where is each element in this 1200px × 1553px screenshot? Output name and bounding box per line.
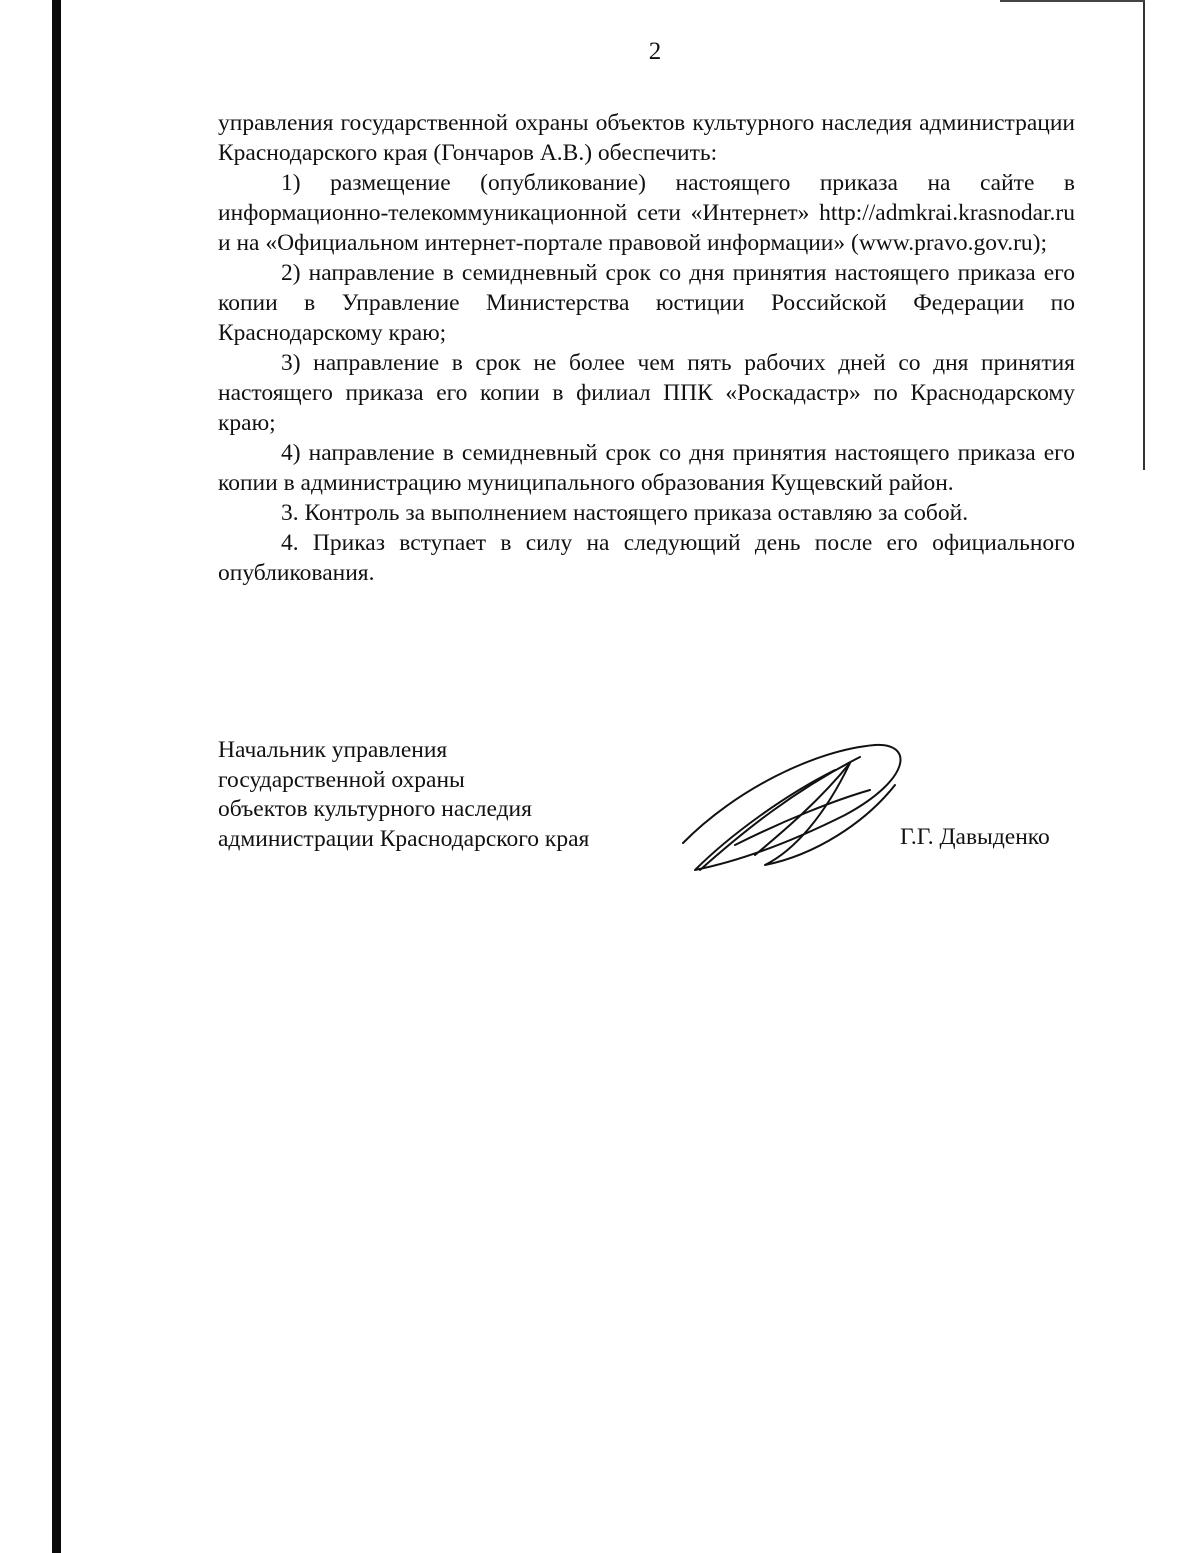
signer-position-line: администрации Краснодарского края <box>218 825 590 852</box>
paragraph-clause-3: 3. Контроль за выполнением настоящего приказа оставляю за собой. <box>281 500 969 526</box>
signer-name: Г.Г. Давыденко <box>900 824 1050 850</box>
paragraph-clause-4: 4. Приказ вступает в силу на следующий день после его официального опубликования. <box>218 530 1075 586</box>
document-body <box>218 108 1075 588</box>
signer-position-line: объектов культурного наследия <box>218 796 532 822</box>
paragraph-item-4: 4) направление в семидневный срок со дня принятия настоящего приказа его копии в администрацию муниципального образования Кущевский район. <box>218 440 1075 496</box>
paragraph-item-2: 2) направление в семидневный срок со дня принятия настоящего приказа его копии в Управление Министерства юстиции Российской Федерации по Краснодарскому краю; <box>218 260 1075 346</box>
page-number: 2 <box>648 38 662 65</box>
paragraph-item-1: 1) размещение (опубликование) настоящего приказа на сайте в информационно-телекоммуникационной сети «Интернет» http://admkrai.krasnodar.ru и на «Официальном интернет-портале правовой информации» (www.pravo.gov.ru); <box>218 170 1075 256</box>
paragraph-continuation: управления государственной охраны объектов культурного наследия администрации Краснодарского края (Гончаров А.В.) обеспечить: <box>218 110 1075 166</box>
scan-edge-top <box>1000 0 1145 2</box>
scan-edge-left <box>52 0 61 1553</box>
handwritten-signature <box>675 735 910 875</box>
scan-edge-right <box>1143 0 1145 470</box>
signer-position-line: Начальник управления <box>218 737 448 763</box>
signer-position-line: государственной охраны <box>218 766 465 793</box>
paragraph-item-3: 3) направление в срок не более чем пять рабочих дней со дня принятия настоящего приказа его копии в филиал ППК «Роскадастр» по Краснодарскому краю; <box>218 350 1075 436</box>
signer-position <box>218 736 589 854</box>
